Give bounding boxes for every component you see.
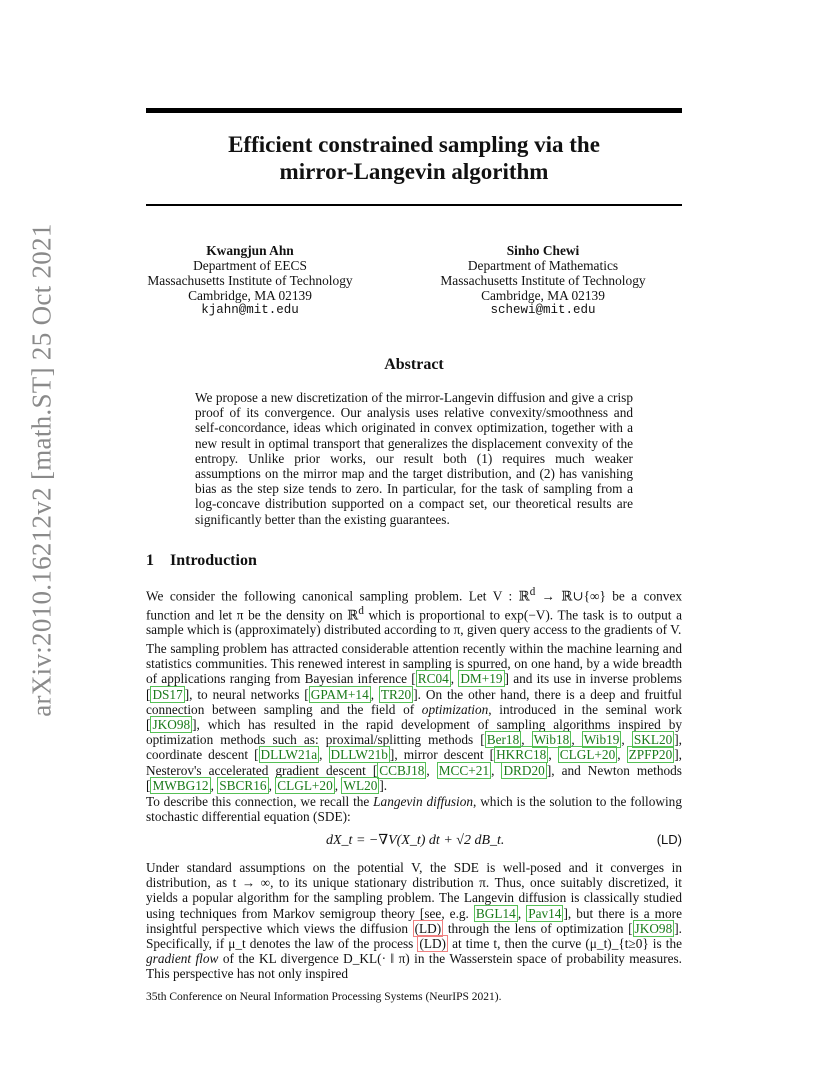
text-run: ], to neural networks [ xyxy=(184,686,309,702)
abstract-text: We propose a new discretization of the mirror-Langevin diffusion and give a crisp proof of its convergence. Our analysis uses relative convexity/smoothness and self-concordance, ideas which originated in convex optimization, together with a new result in optimal transport that generalizes the displacement convexity of the entropy. Unlike prior works, our result both (1) requires much weaker assumptions on the mirror map and the target distribution, and (2) has vanishing bias as the step size tends to zero. In particular, for the task of sampling from a log-concave distribution supported on a compact set, our theoretical results are significantly better than the existing guarantees. xyxy=(195,390,633,527)
equation-ref-link[interactable]: (LD) xyxy=(419,936,446,952)
title-bottom-rule xyxy=(146,204,682,206)
author-1 xyxy=(120,243,380,318)
paragraph-3 xyxy=(146,794,682,824)
text-run: ], but there is a more insightful perspective which views the diffusion xyxy=(146,905,683,936)
citation-link[interactable]: CCBJ18 xyxy=(379,762,425,778)
text-run: at time t, then the curve (μ_t)_{t≥0} is the xyxy=(448,936,682,952)
emphasis: Langevin diffusion xyxy=(373,794,474,809)
citation-link[interactable]: MCC+21 xyxy=(438,762,490,778)
citation-link[interactable]: HKRC18 xyxy=(496,747,547,763)
text-run: through the lens of optimization [ xyxy=(443,920,633,936)
equation-tag: (LD) xyxy=(656,832,682,847)
citation-link[interactable]: MWBG12 xyxy=(152,777,209,793)
author-email[interactable]: schewi@mit.edu xyxy=(490,303,596,317)
section-heading xyxy=(146,552,257,570)
author-institution: Massachusetts Institute of Technology xyxy=(440,273,646,288)
text-run: ], Nesterov's accelerated gradient descent [ xyxy=(146,747,682,778)
superscript: d xyxy=(529,586,536,598)
author-email[interactable]: kjahn@mit.edu xyxy=(201,303,299,317)
paragraph-4: Under standard assumptions on the potential V, the SDE is well-posed and it converges in distribution, as t → ∞, to its unique stationary distribution π. Thus, once suitably discretized, it yields a popular algorithm for the sampling problem. The Langevin diffusion is classically studied using techniques from Markov semigroup theory [see, e.g. BGL14 , Pav14 ], but there is a more insightful perspective which views the diffusion (LD) through the lens of optimization [ JKO98 ]. Specifically, if μ_t denotes the law of the process (LD) at time t, then the curve (μ_t)_{t≥0} is the gradient flow of the KL divergence D_KL(· ‖ π) in the Wasserstein space of probability measures. This perspective has not only inspired xyxy=(146,860,683,982)
author-department: Department of EECS xyxy=(193,258,307,273)
citation-link[interactable]: Wib18 xyxy=(533,732,570,748)
text-run: ]. xyxy=(379,777,388,793)
citation-link[interactable]: SKL20 xyxy=(633,732,673,748)
section-number: 1 xyxy=(146,552,154,569)
text-run: ] and its use in inverse problems [ xyxy=(146,671,682,702)
citation-link[interactable]: DLLW21a xyxy=(260,747,318,763)
citation-link[interactable]: JKO98 xyxy=(634,920,673,936)
author-department: Department of Mathematics xyxy=(467,258,619,273)
text-run: ], and Newton methods [ xyxy=(146,762,682,793)
citation-link[interactable]: Ber18 xyxy=(486,732,520,748)
text-run: ], which has resulted in the rapid development of sampling algorithms inspired by optimization methods such as: proximal/splitting methods [ xyxy=(146,717,682,748)
citation-link[interactable]: GPAM+14 xyxy=(310,686,369,702)
author-name: Sinho Chewi xyxy=(506,243,580,258)
author-institution: Massachusetts Institute of Technology xyxy=(147,273,353,288)
superscript: d xyxy=(358,604,364,617)
text-run: of the KL divergence D_KL(· ‖ π) in the Wasserstein space of probability measures. This perspective has not only inspired xyxy=(146,951,682,982)
abstract-heading: Abstract xyxy=(384,356,444,373)
text-run: Under standard assumptions on the potential V, the SDE is well-posed and it converges in distribution, as t → ∞, to its unique stationary distribution π. Thus, once suitably discretized, it yields a popular algorithm for the sampling problem. The Langevin diffusion is classically studied using techniques from Markov semigroup theory [see, e.g. xyxy=(146,860,682,921)
equation-ld xyxy=(146,832,682,852)
equation-body: dX_t = −∇V(X_t) dt + √2 dB_t. xyxy=(326,833,505,848)
text-run: ]. Specifically, if μ_t denotes the law of the process xyxy=(146,920,682,952)
citation-link[interactable]: CLGL+20 xyxy=(277,777,333,793)
title-line-2: mirror-Langevin algorithm xyxy=(279,159,549,184)
text-run: which is proportional to exp(−V). The task is to output a sample which is (approximately) distributed according to π, given query access to the gradients of V. xyxy=(146,607,682,638)
emphasis: gradient flow xyxy=(146,951,219,967)
author-name: Kwangjun Ahn xyxy=(206,243,294,258)
arxiv-identifier xyxy=(22,223,62,717)
conference-footnote: 35th Conference on Neural Information Processing Systems (NeurIPS 2021). xyxy=(146,991,502,1003)
text-run: , which is the solution to the following stochastic differential equation (SDE): xyxy=(146,794,682,825)
citation-link[interactable]: DM+19 xyxy=(460,671,503,687)
text-run: We consider the following canonical sampling problem. Let V : ℝ xyxy=(146,588,530,604)
title-line-1: Efficient constrained sampling via the xyxy=(228,132,600,157)
text-run: , introduced in the seminal work [ xyxy=(146,701,682,733)
citation-link[interactable]: DRD20 xyxy=(503,762,545,778)
equation-ref-link[interactable]: (LD) xyxy=(414,920,442,936)
citation-link[interactable]: BGL14 xyxy=(475,905,516,921)
arxiv-identifier-text: arXiv:2010.16212v2 [math.ST] 25 Oct 2021 xyxy=(26,223,57,717)
citation-link[interactable]: JKO98 xyxy=(152,717,191,733)
citation-link[interactable]: ZPFP20 xyxy=(628,747,673,763)
citation-link[interactable]: DS17 xyxy=(152,686,183,702)
citation-link[interactable]: CLGL+20 xyxy=(559,747,616,763)
text-run: ], coordinate descent [ xyxy=(146,732,683,763)
author-2 xyxy=(413,243,673,318)
citation-link[interactable]: WL20 xyxy=(343,777,378,793)
author-block xyxy=(146,243,682,323)
text-run: → ℝ∪{∞} be a convex function and let π be the density on ℝ xyxy=(146,588,683,623)
paper-title xyxy=(146,131,682,185)
citation-link[interactable]: Pav14 xyxy=(528,905,562,921)
citation-link[interactable]: SBCR16 xyxy=(219,777,267,793)
text-run: To describe this connection, we recall the xyxy=(146,794,374,809)
paragraph-2: The sampling problem has attracted considerable attention recently within the machine learning and statistics communities. This renewed interest in sampling is spurred, on one hand, by a wide breadth of applications ranging from Bayesian inference [ RC04 , DM+19 ] and its use in inverse problems [ DS17 ], to neural networks [ GPAM+14 , TR20 ]. On the other hand, there is a deep and fruitful connection between sampling and the field of optimization, introduced in the seminal work [ JKO98 ], which has resulted in the rapid development of sampling algorithms inspired by optimization methods such as: proximal/splitting methods [ Ber18 , Wib18 , Wib19 , SKL20 ], coordinate descent [ DLLW21a , DLLW21b ], mirror descent [ HKRC18 , CLGL+20 , ZPFP20 ], Nesterov's accelerated gradient descent [ CCBJ18 , MCC+21 , DRD20 ], and Newton methods [ MWBG12 , SBCR16 , CLGL+20 , WL20 ]. xyxy=(146,641,683,793)
paragraph-1 xyxy=(146,585,682,637)
emphasis: optimization xyxy=(421,701,489,717)
citation-link[interactable]: DLLW21b xyxy=(330,747,388,763)
author-city: Cambridge, MA 02139 xyxy=(481,288,605,303)
citation-link[interactable]: RC04 xyxy=(417,671,449,687)
citation-link[interactable]: Wib19 xyxy=(583,732,620,748)
section-title: Introduction xyxy=(170,552,257,569)
author-city: Cambridge, MA 02139 xyxy=(188,288,312,303)
text-run: The sampling problem has attracted considerable attention recently within the machine learning and statistics communities. This renewed interest in sampling is spurred, on one hand, by a wide breadth of applications ranging from Bayesian inference [ xyxy=(146,641,682,687)
text-run: ]. On the other hand, there is a deep and fruitful connection between sampling and the field of xyxy=(146,686,682,717)
citation-link[interactable]: TR20 xyxy=(380,686,412,702)
text-run: ], mirror descent [ xyxy=(389,747,495,763)
title-top-rule xyxy=(146,108,682,113)
